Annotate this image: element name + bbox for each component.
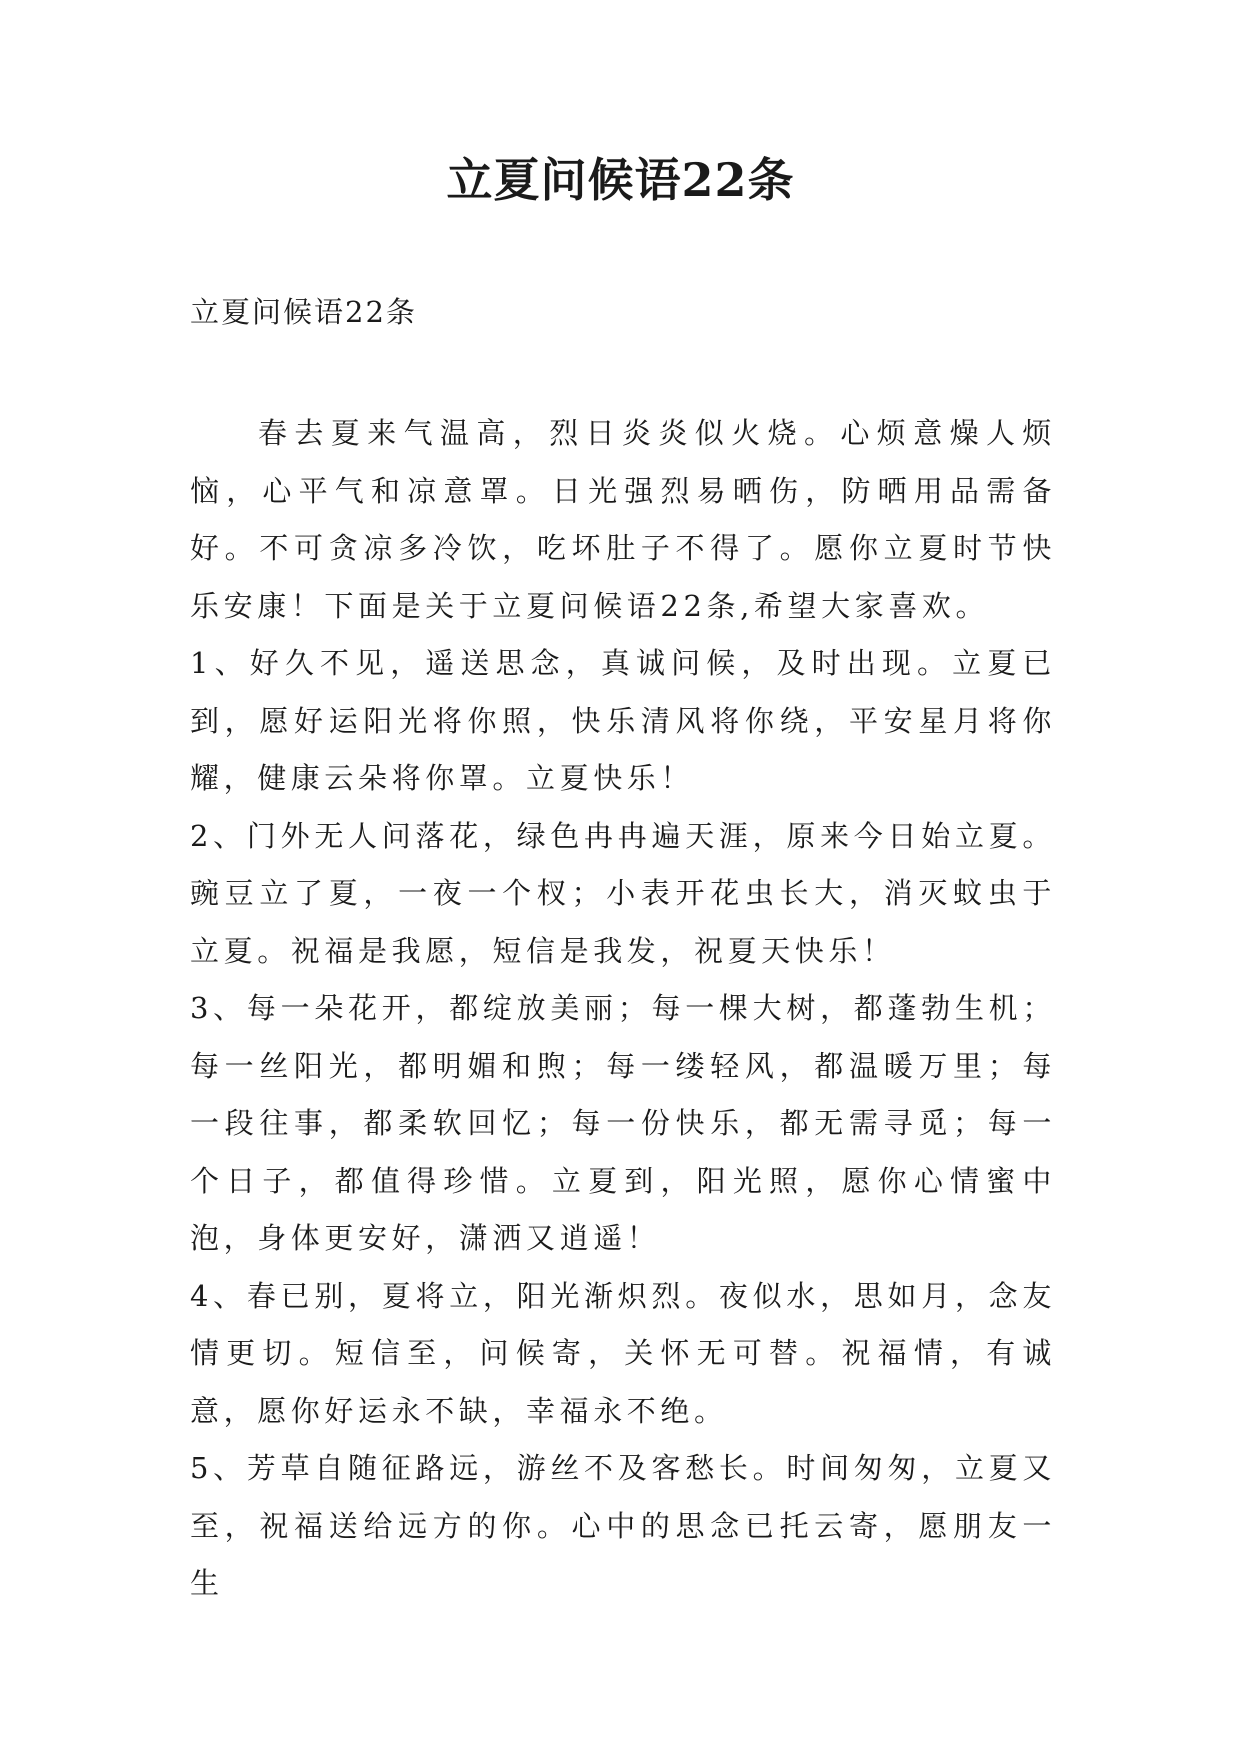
greeting-item-2: 2、门外无人问落花，绿色冉冉遍天涯，原来今日始立夏。豌豆立了夏，一夜一个杈；小表开花虫长大，消灭蚊虫于立夏。祝福是我愿，短信是我发，祝夏天快乐！	[190, 818, 1056, 968]
document-subtitle: 立夏问候语22条	[190, 295, 417, 329]
greeting-item-1: 1、好久不见，遥送思念，真诚问候，及时出现。立夏已到，愿好运阳光将你照，快乐清风将你绕，平安星月将你耀，健康云朵将你罩。立夏快乐！	[190, 646, 1056, 795]
greeting-item-3: 3、每一朵花开，都绽放美丽；每一棵大树，都蓬勃生机；每一丝阳光，都明媚和煦；每一缕轻风，都温暖万里；每一段往事，都柔软回忆；每一份快乐，都无需寻觅；每一个日子，都值得珍惜。立夏到，阳光照，愿你心情蜜中泡，身体更安好，潇洒又逍遥！	[190, 991, 1056, 1255]
document-title: 立夏问候语22条	[446, 153, 795, 207]
intro-paragraph: 春去夏来气温高，烈日炎炎似火烧。心烦意燥人烦恼，心平气和凉意罩。日光强烈易晒伤，防晒用品需备好。不可贪凉多冷饮，吃坏肚子不得了。愿你立夏时节快乐安康！下面是关于立夏问候语22条,希望大家喜欢。	[190, 416, 1056, 623]
greeting-item-5: 5、芳草自随征路远，游丝不及客愁长。时间匆匆，立夏又至，祝福送给远方的你。心中的思念已托云寄，愿朋友一生	[190, 1451, 1056, 1600]
document-body	[190, 405, 1056, 1613]
greeting-item-4: 4、春已别，夏将立，阳光渐炽烈。夜似水，思如月，念友情更切。短信至，问候寄，关怀无可替。祝福情，有诚意，愿你好运永不缺，幸福永不绝。	[190, 1278, 1056, 1428]
